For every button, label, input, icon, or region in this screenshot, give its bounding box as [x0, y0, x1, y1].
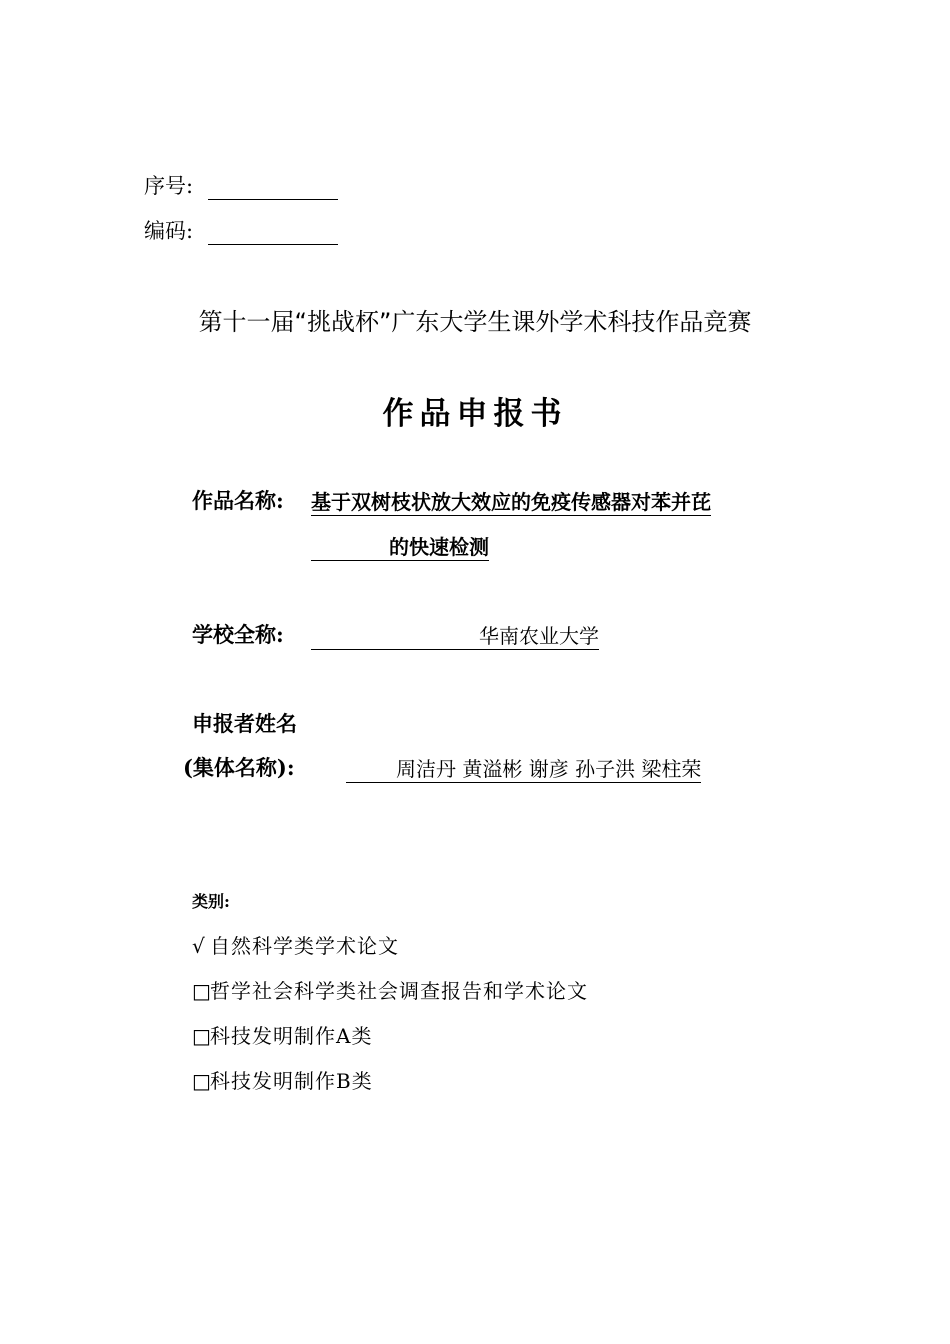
applicant-label: 申报者姓名	[192, 711, 297, 736]
document-title: 作品申报书	[382, 396, 568, 432]
work-name-label: 作品名称:	[192, 488, 284, 513]
checkbox-icon: □	[192, 1024, 212, 1048]
work-name-line2: 的快速检测	[311, 531, 489, 561]
serial-number-field	[144, 170, 338, 200]
category-item[interactable]	[192, 1020, 372, 1049]
school-value-row	[311, 620, 599, 650]
code-label: 编码:	[144, 219, 194, 243]
school-value: 华南农业大学	[311, 620, 599, 650]
category-item[interactable]	[192, 1065, 373, 1094]
school-label: 学校全称:	[192, 622, 284, 647]
category-item[interactable]	[192, 975, 588, 1004]
category-label: 科技发明制作B类	[210, 1069, 373, 1093]
checkbox-icon: □	[192, 979, 212, 1003]
work-name-line1: 基于双树枝状放大效应的免疫传感器对苯并芘	[311, 486, 711, 516]
serial-number-blank[interactable]	[208, 175, 338, 200]
category-label: 自然科学类学术论文	[210, 934, 399, 958]
contest-title: 第十一届“挑战杯”广东大学生课外学术科技作品竞赛	[198, 308, 752, 336]
applicant-value-row	[346, 753, 701, 783]
category-label: 哲学社会科学类社会调查报告和学术论文	[210, 979, 588, 1003]
category-item[interactable]	[192, 930, 399, 959]
code-field	[144, 215, 338, 245]
checkbox-icon: □	[192, 1069, 212, 1093]
category-label: 科技发明制作A类	[210, 1024, 373, 1048]
work-name-line2-row	[311, 531, 489, 561]
code-blank[interactable]	[208, 220, 338, 245]
serial-number-label: 序号:	[144, 174, 194, 198]
check-mark-icon: √	[192, 934, 206, 958]
applicant-names: 周洁丹 黄溢彬 谢彦 孙子洪 梁柱荣	[346, 753, 701, 783]
category-heading: 类别:	[192, 892, 230, 911]
applicant-label-group: (集体名称):	[183, 755, 295, 780]
